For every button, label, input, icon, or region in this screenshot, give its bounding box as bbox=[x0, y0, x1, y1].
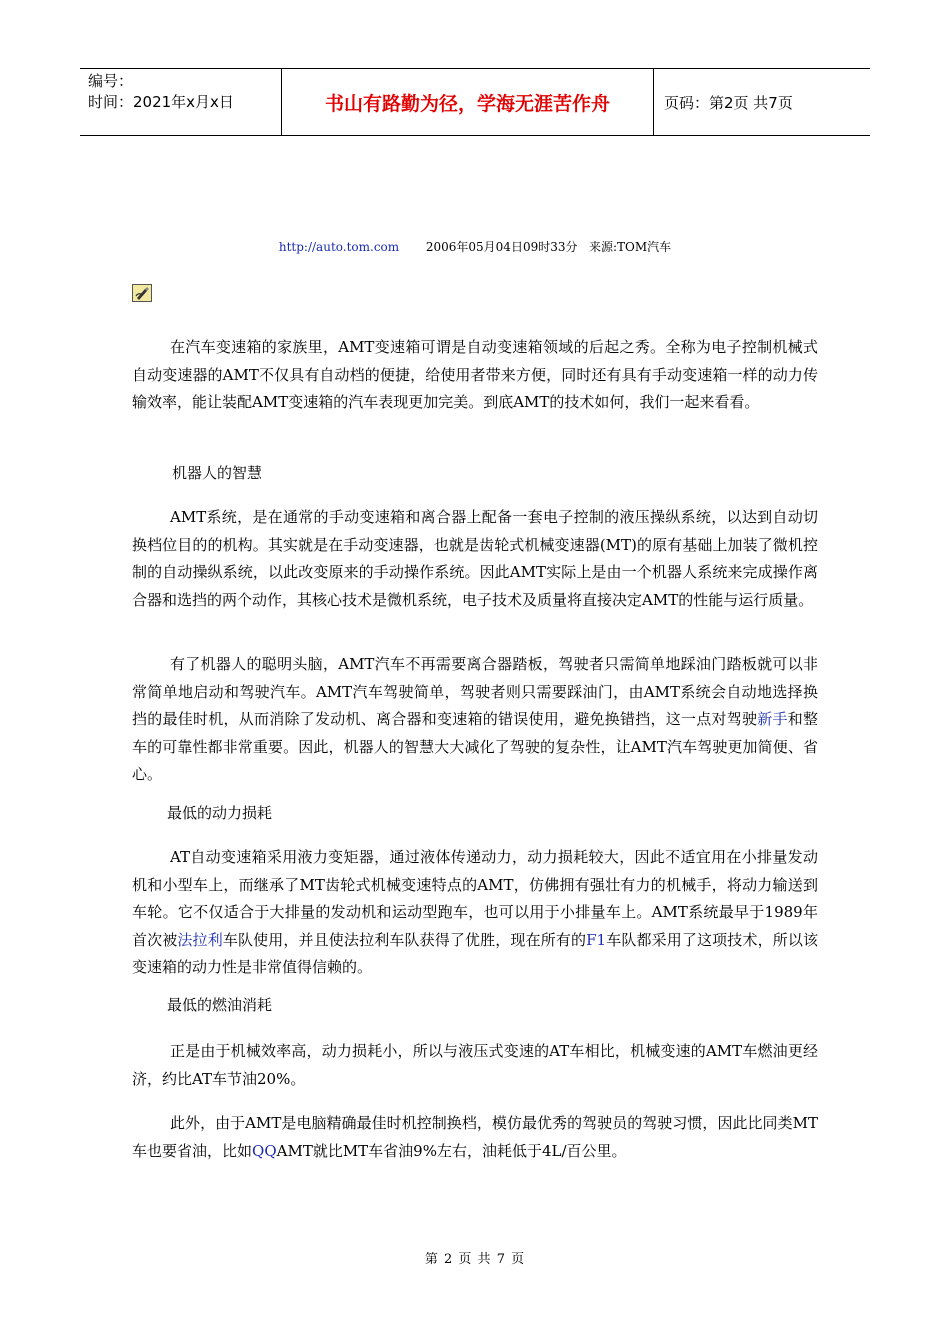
paragraph-3-text-a: 有了机器人的聪明头脑，AMT汽车不再需要离合器踏板，驾驶者只需简单地踩油门踏板就可以非常简单地启动和驾驶汽车。AMT汽车驾驶简单，驾驶者则只需要踩油门，由AMT系统会自动地选择换挡的最佳时机，从而消除了发动机、离合器和变速箱的错误使用，避免换错挡，这一点对驾驶 bbox=[132, 655, 818, 728]
number-label: 编号： bbox=[88, 72, 134, 90]
paragraph-4-text-a: AT自动变速箱采用液力变矩器，通过液体传递动力，动力损耗较大，因此不适宜用在小排量发动机和小型车上，而继承了MT齿轮式机械变速特点的AMT，仿佛拥有强壮有力的机械手，将动力输送到车轮。它不仅适合于大排量的发动机和运动型跑车，也可以用于小排量车上。AMT系统最早于1989年首次被 bbox=[132, 848, 818, 949]
document-header bbox=[80, 68, 870, 136]
header-motto: 书山有路勤为径，学海无涯苦作舟 bbox=[282, 69, 654, 135]
header-page-info: 页码：第2页 共7页 bbox=[664, 93, 793, 112]
paragraph-5: 正是由于机械效率高，动力损耗小，所以与液压式变速的AT车相比，机械变速的AMT车燃油更经济，约比AT车节油20%。 bbox=[132, 1042, 818, 1088]
paragraph-2: AMT系统，是在通常的手动变速箱和离合器上配备一套电子控制的液压操纵系统，以达到自动切换档位目的的机构。其实就是在手动变速器，也就是齿轮式机械变速器(MT)的原有基础上加装了微机控制的自动操纵系统，以此改变原来的手动操作系统。因此AMT实际上是由一个机器人系统来完成操作离合器和选挡的两个动作，其核心技术是微机系统，电子技术及质量将直接决定AMT的性能与运行质量。 bbox=[132, 508, 818, 609]
source-from: 来源:TOM汽车 bbox=[588, 240, 672, 254]
paragraph-3-block bbox=[132, 651, 818, 789]
date-line: 时间：2021年x月x日 bbox=[88, 93, 234, 111]
paragraph-4 bbox=[132, 844, 818, 982]
paragraph-4-text-b: 车队使用，并且使法拉利车队获得了优胜，现在所有的 bbox=[222, 930, 587, 949]
heading-power-block bbox=[167, 801, 853, 825]
heading-lowest-fuel-consumption: 最低的燃油消耗 bbox=[167, 996, 273, 1014]
heading-fuel-block bbox=[167, 993, 853, 1017]
paragraph-6-block bbox=[132, 1110, 818, 1165]
header-meta bbox=[80, 69, 282, 135]
link-novice[interactable]: 新手 bbox=[757, 710, 788, 728]
paragraph-3-text-b: 和整车的可靠性都非常重要。因此，机器人的智慧大大减化了驾驶的复杂性，让AMT汽车驾驶更加简便、省心。 bbox=[132, 710, 818, 783]
paragraph-3 bbox=[132, 651, 818, 789]
source-date: 2006年05月04日09时33分 bbox=[425, 240, 578, 254]
paragraph-4-block bbox=[132, 844, 818, 982]
paragraph-4-text-c: 车队都采用了这项技术，所以该变速箱的动力性是非常值得信赖的。 bbox=[132, 930, 818, 976]
heading-robot-wisdom: 机器人的智慧 bbox=[172, 464, 263, 482]
link-ferrari[interactable]: 法拉利 bbox=[177, 930, 223, 949]
paragraph-6-text-a: 此外，由于AMT是电脑精确最佳时机控制换档，模仿最优秀的驾驶员的驾驶习惯，因此比同类MT车也要省油，比如 bbox=[132, 1114, 818, 1160]
page-footer: 第 2 页 共 7 页 bbox=[424, 1252, 526, 1267]
heading-robot-block bbox=[172, 461, 858, 485]
link-f1[interactable]: F1 bbox=[586, 930, 607, 949]
paragraph-6-text-b: AMT就比MT车省油9%左右，油耗低于4L/百公里。 bbox=[276, 1141, 627, 1160]
paragraph-1: 在汽车变速箱的家族里，AMT变速箱可谓是自动变速箱领域的后起之秀。全称为电子控制机械式自动变速器的AMT不仅具有自动档的便捷，给使用者带来方便，同时还有具有手动变速箱一样的动力传输效率，能让装配AMT变速箱的汽车表现更加完美。到底AMT的技术如何，我们一起来看看。 bbox=[132, 338, 818, 411]
document-edit-icon[interactable] bbox=[132, 284, 152, 302]
source-url-link[interactable]: http://auto.tom.com bbox=[278, 240, 400, 254]
paragraph-1-block bbox=[132, 334, 818, 417]
source-line bbox=[0, 238, 950, 255]
paragraph-6 bbox=[132, 1110, 818, 1165]
paragraph-5-block bbox=[132, 1038, 818, 1093]
heading-lowest-power-loss: 最低的动力损耗 bbox=[167, 804, 273, 822]
link-qq[interactable]: QQ bbox=[252, 1141, 277, 1160]
paragraph-2-block bbox=[132, 504, 818, 614]
